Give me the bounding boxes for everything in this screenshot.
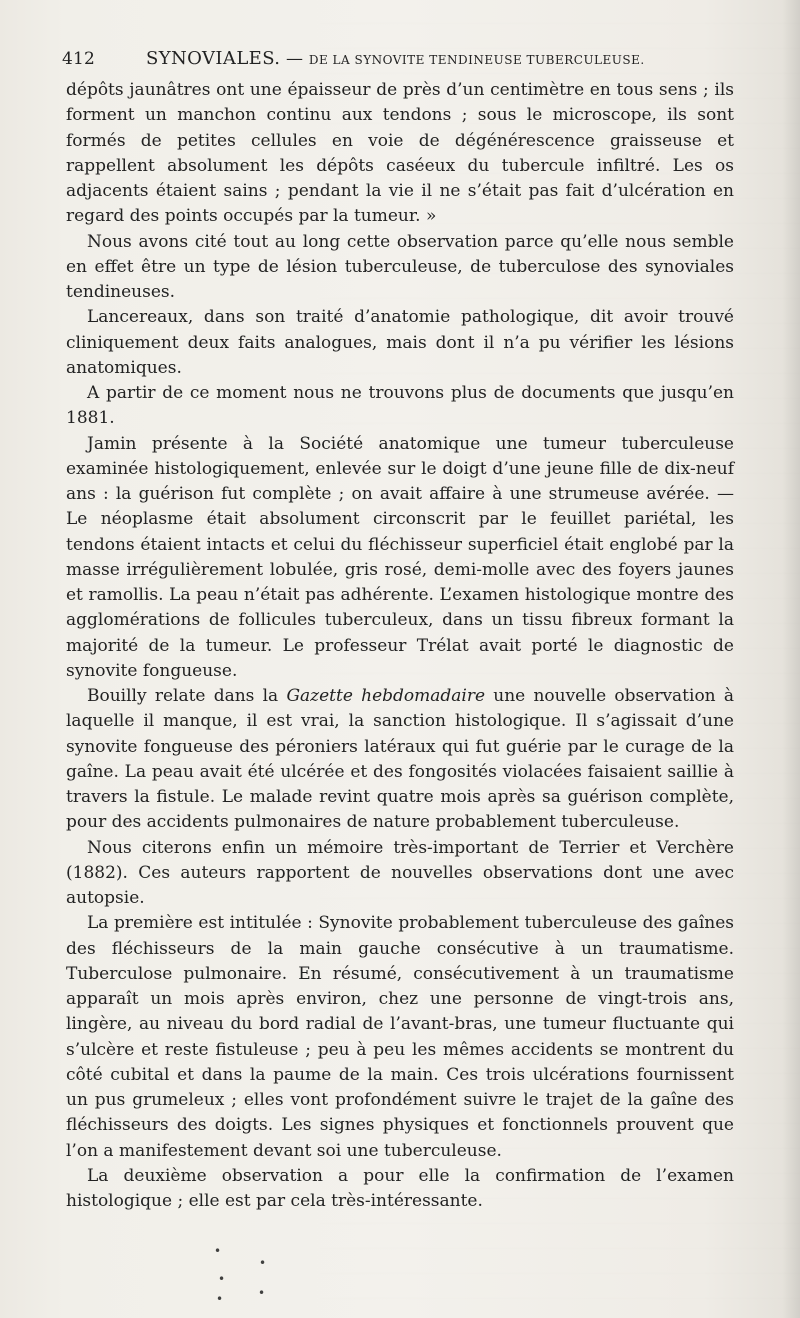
paragraph-continuation: dépôts jaunâtres ont une épaisseur de près d’un centimètre en tous sens ; ils forment un manchon continu aux tendons ; sous le microscope, ils sont formés de petites cellules en voie de dégénérescence graisseuse et rappellent absolument les dépôts caséeux du tubercule infiltré. Les os adjacents étaient sains ; pendant la vie il ne s’était pas fait d’ulcération en regard des points occupés par la tumeur. » <box>66 80 734 227</box>
bouilly-text-end: une nouvelle observation à laquelle il manque, il est vrai, la sanction histologique. Il s’agissait d’une synovite fongueuse des péroniers latéraux qui fut guérie par le curage de la gaîne. La peau avait été ulcérée et des fongosités violacées faisaient saillie à travers la fistule. Le malade revint quatre mois après sa guérison complète, pour des accidents pulmonaires de nature probablement tuberculeuse. <box>66 686 734 833</box>
paragraph-observation-commentary: Nous avons cité tout au long cette observation parce qu’elle nous semble en effet être un type de lésion tuberculeuse, de tuberculose des synoviales tendineuses. <box>66 231 734 302</box>
paragraph-bouilly <box>66 684 734 836</box>
bouilly-text-start: Bouilly relate dans la <box>87 686 287 706</box>
paragraph-second-observation: La deuxième observation a pour elle la confirmation de l’examen histologique ; elle est par cela très-intéressante. <box>66 1165 734 1211</box>
ink-speck: • <box>259 1256 267 1270</box>
running-title: SYNOVIALES. <box>146 48 281 69</box>
main-text <box>66 78 734 1214</box>
ink-speck: • <box>258 1286 266 1300</box>
paragraph-first-observation: La première est intitulée : Synovite probablement tuberculeuse des gaînes des fléchisseurs de la main gauche consécutive à un traumatisme. Tuberculose pulmonaire. En résumé, consécutivement à un traumatisme apparaît un mois après environ, chez une personne de vingt-trois ans, lingère, au niveau du bord radial de l’avant-bras, une tumeur fluctuante qui s’ulcère et reste fistuleuse ; peu à peu les mêmes accidents se montrent du côté cubital et dans la paume de la main. Ces trois ulcérations fournissent un pus grumeleux ; elles vont profondément suivre le trajet de la gaîne des fléchisseurs des doigts. Les signes physiques et fonctionnels prouvent que l’on a manifestement devant soi une tuberculeuse. <box>66 913 734 1161</box>
page-number: 412 <box>62 49 96 69</box>
ink-speck: • <box>218 1272 226 1286</box>
ink-speck: • <box>214 1244 222 1258</box>
journal-title: Gazette hebdomadaire <box>286 686 486 706</box>
page-edge-shadow <box>782 0 800 1318</box>
running-header <box>62 48 752 71</box>
running-subtitle: DE LA SYNOVITE TENDINEUSE TUBERCULEUSE. <box>308 53 645 67</box>
paragraph-lancereaux: Lancereaux, dans son traité d’anatomie pathologique, dit avoir trouvé cliniquement deux faits analogues, mais dont il n’a pu vérifier les lésions anatomiques. <box>66 307 734 378</box>
paragraph-terrier-verchere: Nous citerons enfin un mémoire très-important de Terrier et Verchère (1882). Ces auteurs rapportent de nouvelles observations dont une avec autopsie. <box>66 837 734 908</box>
paragraph-1881: A partir de ce moment nous ne trouvons plus de documents que jusqu’en 1881. <box>66 383 734 429</box>
ink-speck: • <box>216 1292 224 1306</box>
header-separator: — <box>286 49 304 69</box>
paragraph-jamin: Jamin présente à la Société anatomique une tumeur tuberculeuse examinée histologiquement, enlevée sur le doigt d’une jeune fille de dix-neuf ans : la guérison fut complète ; on avait affaire à une strumeuse avérée. — Le néoplasme était absolument circonscrit par le feuillet pariétal, les tendons étaient intacts et celui du fléchisseur superficiel était englobé par la masse irrégulièrement lobulée, gris rosé, demi-molle avec des foyers jaunes et ramollis. La peau n’était pas adhérente. L’examen histologique montre des agglomérations de follicules tuberculeux, dans un tissu fibreux formant la majorité de la tumeur. Le professeur Trélat avait porté le diagnostic de synovite fongueuse. <box>66 433 734 681</box>
